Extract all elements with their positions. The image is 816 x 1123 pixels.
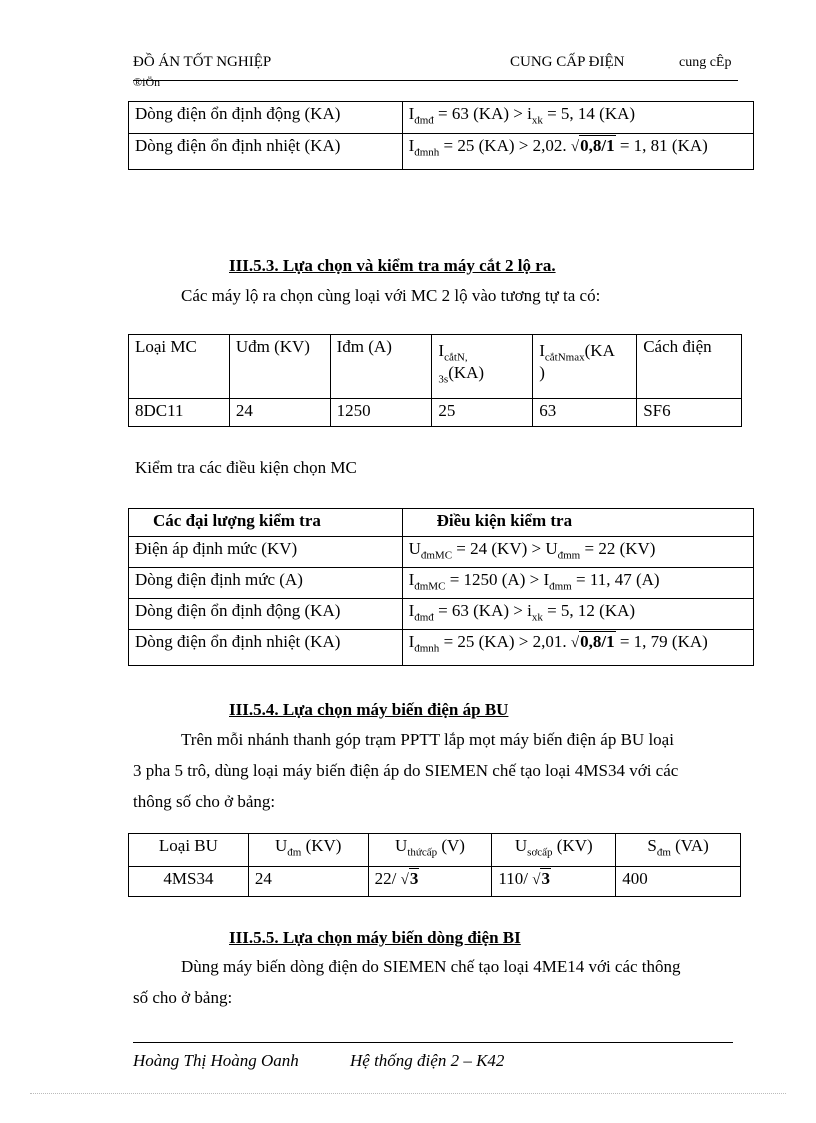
section-534-line1: Trên mỗi nhánh thanh góp trạm PPTT lắp mọt máy biến điện áp BU loại	[181, 730, 674, 749]
sqrt-expression: √0,8/1	[570, 136, 615, 155]
header-conditions: Điều kiện kiểm tra	[402, 509, 753, 537]
page-bottom-dotted-line	[30, 1093, 786, 1094]
header-u-so-cap: $U_{sơcấp}$ (KV)	[492, 834, 616, 867]
cell: 400	[616, 867, 741, 897]
header-overflow: ®iÖn	[133, 75, 161, 89]
cell: 24	[248, 867, 368, 897]
condition-cell: $I_{đmMC} = 1250$ $(A) > I_{đmm} = 11$, 47 (A)	[402, 568, 753, 599]
header-rule	[133, 80, 738, 81]
header-loai-bu: Loại BU	[129, 834, 249, 867]
cell: 24	[229, 399, 330, 427]
table-row	[129, 537, 754, 568]
table-mc	[128, 334, 742, 427]
header-center: CUNG CẤP ĐIỆN	[510, 54, 625, 70]
table-row	[129, 102, 754, 134]
condition-cell: $I_{đmđ} = 63$ $(KA) > i_{xk} = 5$, 14 (KA)	[402, 102, 753, 134]
table-row	[129, 630, 754, 666]
condition-cell: $U_{đmMC} = 24$ $(KV) > U_{đmm} = 22$ (KV)	[402, 537, 753, 568]
table-header-row	[129, 509, 754, 537]
section-535-line1: Dùng máy biến dòng điện do SIEMEN chế tạo loại 4ME14 với các thông	[181, 957, 681, 976]
table-header-row	[129, 335, 742, 399]
header-quantities: Các đại lượng kiểm tra	[129, 509, 403, 537]
table-bu	[128, 833, 741, 897]
table-row	[129, 134, 754, 170]
label-cell: Dòng điện định mức (A)	[129, 568, 403, 599]
table-top-continued	[128, 101, 754, 170]
header-idm: Iđm (A)	[330, 335, 432, 399]
label-cell: Dòng điện ổn định nhiệt (KA)	[129, 134, 403, 170]
cell: 25	[432, 399, 533, 427]
label-cell: Dòng điện ổn định động (KA)	[129, 102, 403, 134]
header-icatnmax: $I_{cắtNmax}(KA$ )	[533, 335, 637, 399]
section-533-title: III.5.3. Lựa chọn và kiểm tra máy cắt 2 lộ ra.	[229, 256, 556, 275]
sqrt-expression: √3	[400, 869, 419, 888]
footer-class: Hệ thống điện 2 – K42	[350, 1051, 505, 1070]
cell: 1250	[330, 399, 432, 427]
header-icatn: $I_{cắtN,}$ $_{3s}$(KA)	[432, 335, 533, 399]
cell: 110/ √3	[492, 867, 616, 897]
condition-cell: $I_{đmnh} = 25$ (KA) > 2,02. √0,8/1 = 1, 81 (KA)	[402, 134, 753, 170]
table-header-row	[129, 834, 741, 867]
section-535-title: III.5.5. Lựa chọn máy biến dòng điện BI	[229, 928, 521, 947]
header-left: ĐỒ ÁN TỐT NGHIỆP	[133, 54, 272, 70]
table-check	[128, 508, 754, 666]
header-cach-dien: Cách điện	[637, 335, 742, 399]
condition-cell: $I_{đmnh} = 25$ (KA) > 2,01. √0,8/1 = 1, 79 (KA)	[402, 630, 753, 666]
condition-cell: $I_{đmđ} = 63$ $(KA) > i_{xk} = 5$, 12 (KA)	[402, 599, 753, 630]
header-udm: $U_{đm}$ (KV)	[248, 834, 368, 867]
header-right: cung cÊp	[679, 55, 732, 70]
label-cell: Dòng điện ổn định động (KA)	[129, 599, 403, 630]
section-534-line2: 3 pha 5 trô, dùng loại máy biến điện áp do SIEMEN chế tạo loại 4MS34 với các	[133, 761, 679, 780]
cell: SF6	[637, 399, 742, 427]
cell: 8DC11	[129, 399, 230, 427]
footer-author: Hoàng Thị Hoàng Oanh	[133, 1051, 299, 1070]
sqrt-expression: √3	[532, 869, 550, 888]
header-sdm: $S_{đm}$ (VA)	[616, 834, 741, 867]
cell: 22/ √3	[368, 867, 492, 897]
label-cell: Dòng điện ổn định nhiệt (KA)	[129, 630, 403, 666]
footer-rule	[133, 1042, 733, 1043]
section-535-line2: số cho ở bảng:	[133, 988, 233, 1007]
section-534-line3: thông số cho ở bảng:	[133, 792, 276, 811]
header-u-thu-cap: $U_{thứcấp}$ (V)	[368, 834, 492, 867]
table-row	[129, 568, 754, 599]
check-intro: Kiểm tra các điều kiện chọn MC	[135, 458, 357, 477]
header-loai-mc: Loại MC	[129, 335, 230, 399]
label-cell: Điện áp định mức (KV)	[129, 537, 403, 568]
table-row	[129, 599, 754, 630]
table-row	[129, 399, 742, 427]
section-533-intro: Các máy lộ ra chọn cùng loại với MC 2 lộ vào tương tự ta có:	[181, 286, 601, 305]
cell: 4MS34	[129, 867, 249, 897]
header-udm: Uđm (KV)	[229, 335, 330, 399]
table-row	[129, 867, 741, 897]
section-534-title: III.5.4. Lựa chọn máy biến điện áp BU	[229, 700, 509, 719]
sqrt-expression: √0,8/1	[570, 632, 615, 651]
cell: 63	[533, 399, 637, 427]
